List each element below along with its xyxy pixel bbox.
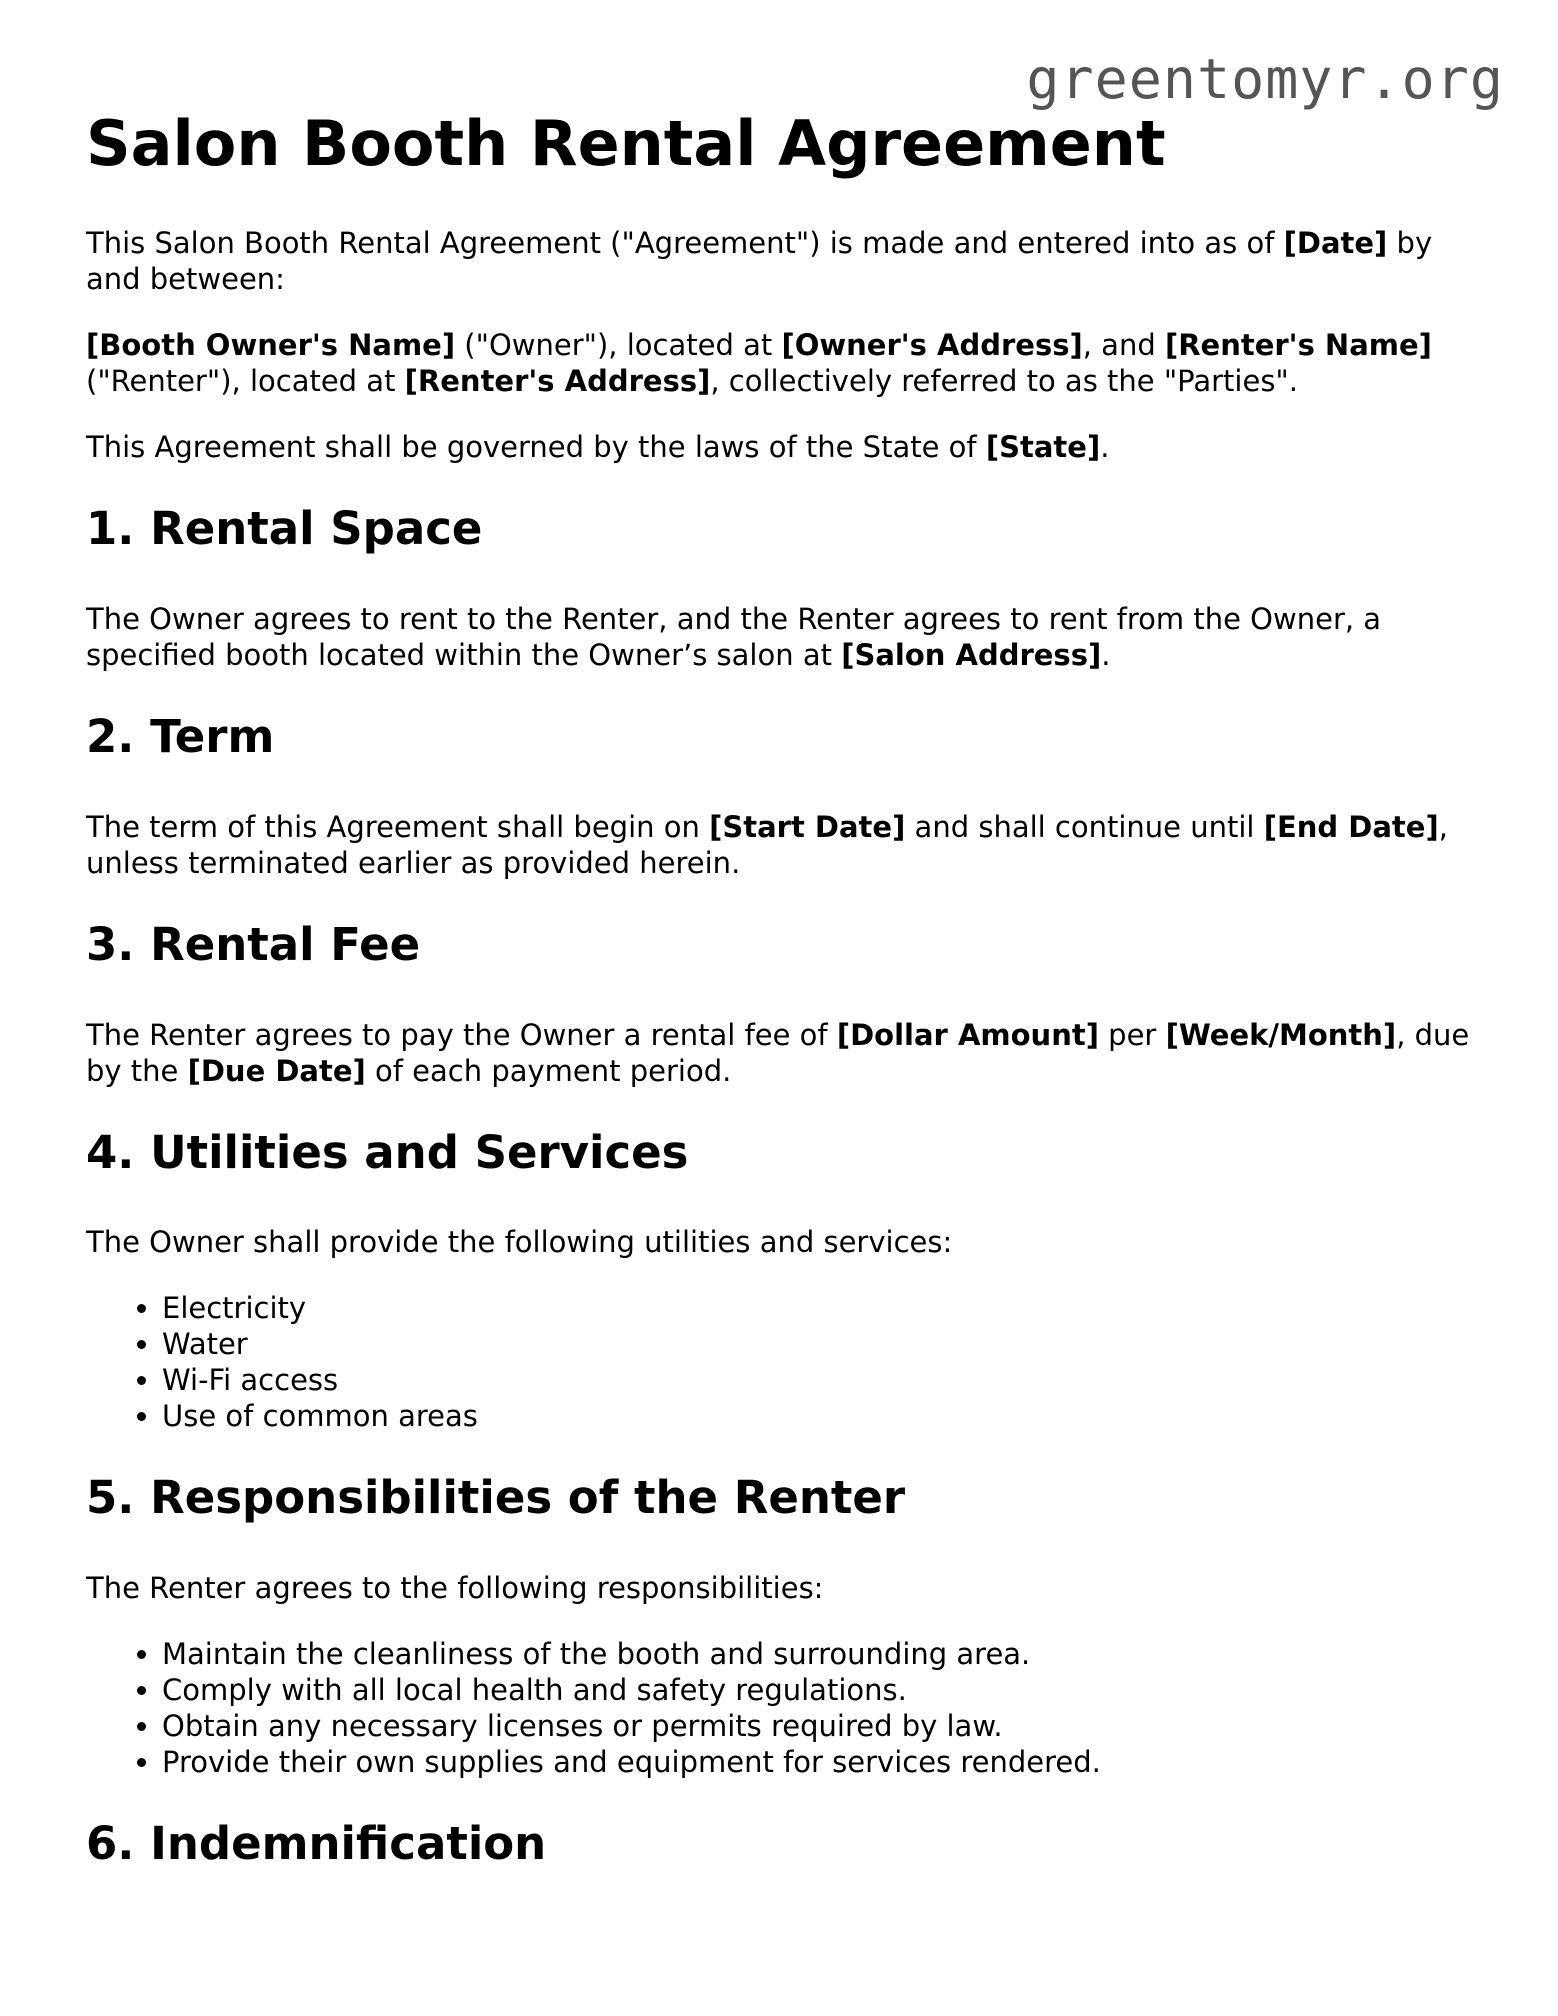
utilities-list: [86, 1290, 1486, 1434]
section-heading-utilities: 4. Utilities and Services: [86, 1125, 689, 1179]
placeholder-owner-name: [Booth Owner's Name]: [86, 328, 456, 363]
section-text-rental-fee: The Renter agrees to pay the Owner a rental fee of [Dollar Amount] per [Week/Month], due by the [Due Date] of each payment period.: [86, 1017, 1470, 1088]
section-heading-responsibilities: 5. Responsibilities of the Renter: [86, 1471, 906, 1525]
document-title: Salon Booth Rental Agreement: [86, 107, 1166, 180]
list-item: • Maintain the cleanliness of the booth and surrounding area.: [162, 1636, 1486, 1672]
placeholder-owner-address: [Owner's Address]: [781, 328, 1083, 363]
list-item: • Water: [162, 1326, 1486, 1362]
responsibilities-list: [86, 1636, 1486, 1780]
placeholder-dollar-amount: [Dollar Amount]: [836, 1017, 1099, 1052]
section-heading-rental-space: 1. Rental Space: [86, 502, 483, 556]
placeholder-salon-address: [Salon Address]: [841, 638, 1102, 673]
list-item: • Use of common areas: [162, 1398, 1486, 1434]
placeholder-renter-name: [Renter's Name]: [1164, 328, 1432, 363]
intro-paragraph-parties: [Booth Owner's Name] ("Owner"), located at [Owner's Address], and [Renter's Name] ("Renter"), located at [Renter's Address], collectively referred to as the "Parties".: [86, 328, 1432, 399]
list-item: • Obtain any necessary licenses or permits required by law.: [162, 1708, 1486, 1744]
placeholder-due-date: [Due Date]: [187, 1053, 366, 1088]
section-heading-term: 2. Term: [86, 710, 275, 764]
placeholder-start-date: [Start Date]: [709, 809, 906, 844]
placeholder-state: [State]: [985, 430, 1101, 465]
placeholder-date: [Date]: [1283, 226, 1388, 261]
list-item: • Wi-Fi access: [162, 1362, 1486, 1398]
section-heading-indemnification: 6. Indemnification: [86, 1817, 547, 1871]
section-text-responsibilities: The Renter agrees to the following responsibilities:: [86, 1571, 824, 1606]
list-item: • Electricity: [162, 1290, 1486, 1326]
list-item: • Provide their own supplies and equipment for services rendered.: [162, 1744, 1486, 1780]
section-text-utilities: The Owner shall provide the following utilities and services:: [86, 1225, 953, 1260]
section-text-rental-space: The Owner agrees to rent to the Renter, and the Renter agrees to rent from the Owner, a specified booth located within the Owner’s salon at [Salon Address].: [86, 602, 1382, 673]
intro-paragraph-date: This Salon Booth Rental Agreement ("Agreement") is made and entered into as of [Date] by and between:: [86, 226, 1433, 297]
placeholder-period: [Week/Month]: [1165, 1017, 1397, 1052]
section-text-term: The term of this Agreement shall begin on [Start Date] and shall continue until [End Date], unless terminated earlier as provided herein.: [86, 809, 1448, 880]
intro-paragraph-governing-law: This Agreement shall be governed by the laws of the State of [State].: [86, 430, 1110, 465]
document-body: [86, 108, 1486, 1916]
placeholder-end-date: [End Date]: [1263, 809, 1439, 844]
watermark: greentomyr.org: [1026, 47, 1504, 111]
list-item: • Comply with all local health and safety regulations.: [162, 1672, 1486, 1708]
placeholder-renter-address: [Renter's Address]: [404, 364, 711, 399]
section-heading-rental-fee: 3. Rental Fee: [86, 917, 421, 971]
